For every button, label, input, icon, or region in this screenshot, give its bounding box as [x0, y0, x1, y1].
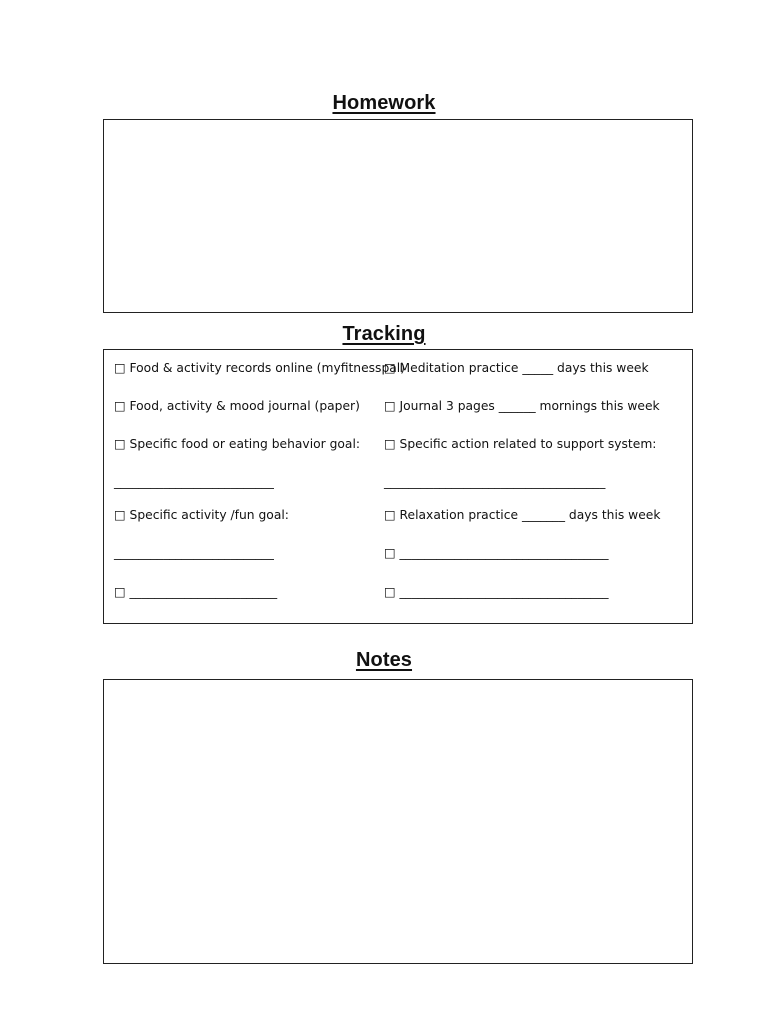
checkbox-food-activity-mood-journal[interactable]: □ Food, activity & mood journal (paper)	[114, 399, 360, 413]
checkbox-specific-activity-goal[interactable]: □ Specific activity /fun goal:	[114, 508, 289, 522]
tracking-box	[103, 349, 693, 624]
checkbox-specific-food-goal[interactable]: □ Specific food or eating behavior goal:	[114, 437, 361, 451]
checkbox-custom-right-1[interactable]: □ __________________________________	[384, 546, 609, 560]
food-goal-blank-line[interactable]: __________________________	[114, 475, 274, 489]
homework-heading: Homework	[332, 92, 436, 114]
checkbox-food-activity-records-online[interactable]: □ Food & activity records online (myfitnesspal)	[114, 361, 406, 375]
support-system-blank-line[interactable]: ____________________________________	[384, 475, 606, 489]
checkbox-support-system-action[interactable]: □ Specific action related to support system:	[384, 437, 657, 451]
homework-box[interactable]	[103, 119, 693, 313]
checkbox-journal-pages[interactable]: □ Journal 3 pages ______ mornings this week	[384, 399, 660, 413]
checkbox-custom-right-2[interactable]: □ __________________________________	[384, 585, 609, 599]
notes-heading: Notes	[355, 649, 413, 671]
activity-goal-blank-line[interactable]: __________________________	[114, 546, 274, 560]
checkbox-relaxation-practice[interactable]: □ Relaxation practice _______ days this week	[384, 508, 661, 522]
tracking-heading: Tracking	[342, 323, 426, 345]
checkbox-custom-left[interactable]: □ ________________________	[114, 585, 278, 599]
checkbox-meditation-practice[interactable]: □ Meditation practice _____ days this week	[384, 361, 649, 375]
notes-box[interactable]	[103, 679, 693, 964]
